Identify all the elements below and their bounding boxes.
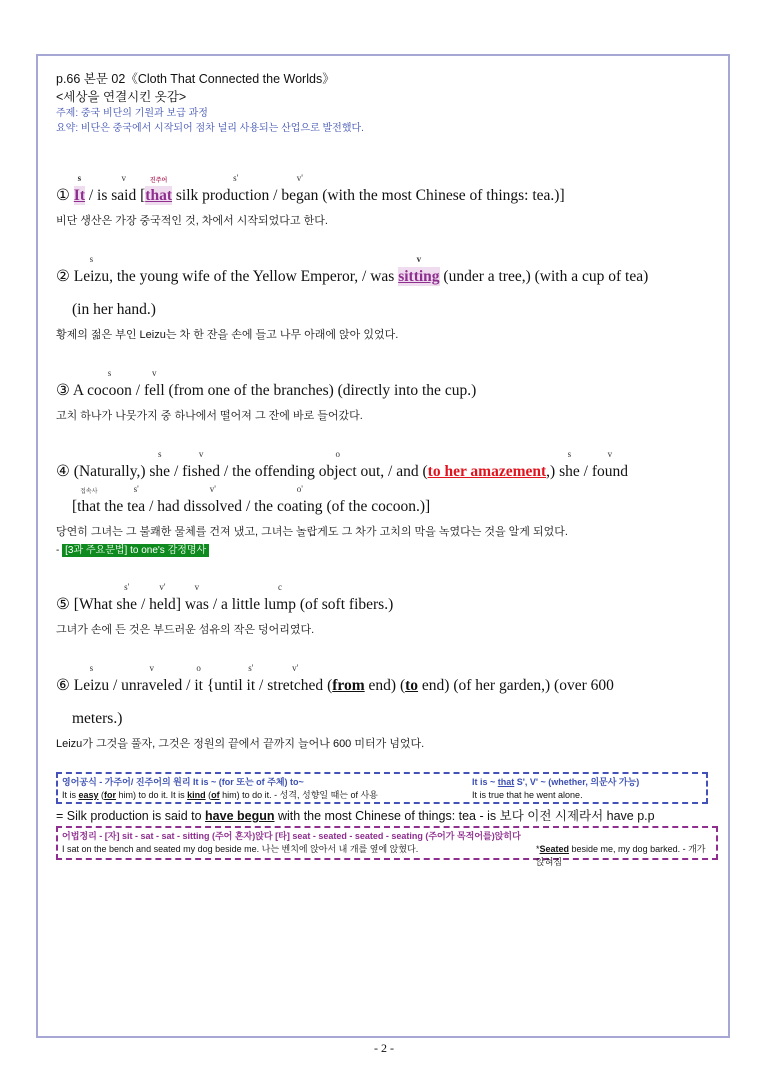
annotated-word: v unraveled: [121, 663, 183, 694]
sentence-2-korean: 황제의 젊은 부인 Leizu는 차 한 잔을 손에 들고 나무 아래에 앉아 있었다.: [56, 329, 399, 341]
grammar-note: - [3과 주요문법] to one's 감정명사: [56, 540, 718, 557]
grammar-box-title: 어법정리 - [자] sit - sat - sat - sitting (주어 혼자)앉다 [타] seat - seated - seated - seating (주어가 목적어를)앉히다: [62, 831, 521, 841]
grammar-role-mark: s: [89, 663, 94, 673]
formula-box-title-right: It is ~ that S', V' ~ (whether, 의문사 가능): [472, 777, 640, 787]
summary-line: 요약: 비단은 중국에서 시작되어 점차 널리 사용되는 산업으로 발전했다.: [56, 123, 364, 134]
grammar-role-mark: v: [121, 173, 126, 183]
sentence-2: [56, 254, 718, 343]
grammar-role-mark: o': [296, 484, 303, 494]
sentence-5: [56, 582, 718, 638]
grammar-role-mark: v': [209, 484, 216, 494]
annotated-word: o' coating: [276, 484, 323, 515]
lesson-title: p.66 본문 02《Cloth That Connected the Worlds》: [56, 72, 335, 86]
annotated-word: s Leizu: [73, 663, 110, 694]
grammar-role-mark: s': [233, 173, 239, 183]
annotated-word: v' stretched: [267, 663, 324, 694]
annotated-word: v' began: [281, 173, 319, 204]
grammar-role-mark: o: [196, 663, 201, 673]
grammar-role-mark: c: [278, 582, 283, 592]
grammar-role-mark: s: [77, 173, 82, 183]
grammar-role-mark: v: [149, 663, 154, 673]
sentence-4-line2: [ 접속사 that the s' tea / had v' dissolved / the o' coating (of the cocoon.)]: [72, 484, 431, 515]
grammar-role-mark: v: [416, 254, 422, 264]
annotated-word: 접속사 that: [77, 489, 101, 515]
grammar-role-mark: v': [296, 173, 303, 183]
grammar-role-mark: s: [89, 254, 94, 264]
lesson-subtitle: <세상을 연결시킨 옷감>: [56, 90, 187, 104]
grammar-role-mark: v: [194, 582, 200, 592]
grammar-role-mark: v: [198, 449, 204, 459]
annotated-word: o object: [318, 449, 357, 480]
annotated-word: s' it: [246, 663, 256, 694]
sentence-4-english: ④ (Naturally,) s she / v fished / the offending o object out, / and (to her amazement,) s she / v found: [56, 449, 628, 480]
sentence-2-english: ② s Leizu, the young wife of the Yellow Emperor, / was v sitting (under a tree,) (with a cup of tea): [56, 254, 649, 285]
grammar-role-mark: 진주어: [149, 178, 168, 184]
grammar-role-mark: v': [292, 663, 299, 673]
grammar-box-examples: I sat on the bench and seated my dog beside me. 나는 벤치에 앉아서 내 개를 옆에 앉혔다. *Seated beside me, my dog barked. - 개가 앉혀짐: [62, 844, 706, 867]
grammar-box: [56, 826, 718, 867]
annotated-word: s' she: [116, 582, 138, 613]
grammar-role-mark: o: [335, 449, 340, 459]
annotated-word: v said: [111, 173, 137, 204]
sentence-3-english: ③ A s cocoon / v fell (from one of the branches) (directly into the cup.): [56, 368, 477, 399]
emotion-phrase: to her amazement: [427, 463, 547, 480]
grammar-role-mark: v: [152, 368, 157, 378]
grammar-role-mark: s': [124, 582, 130, 592]
sentence-3-korean: 고치 하나가 나뭇가지 중 하나에서 떨어져 그 잔에 바로 들어갔다.: [56, 410, 363, 422]
annotated-word: v' dissolved: [183, 484, 243, 515]
page-number: - 2 -: [374, 1041, 394, 1055]
sentence-1: [56, 173, 718, 229]
sentence-4-korean: 당연히 그녀는 그 불쾌한 물체를 건져 냈고, 그녀는 놀랍게도 그 차가 고치의 막을 녹였다는 것을 알게 되었다.: [56, 526, 568, 538]
formula-box-examples: It is easy (for him) to do it. It is kind (of him) to do it. - 성격, 성향일 때는 of 사용 It is true that he went alone.: [62, 790, 583, 800]
formula-box-title: 영어공식 - 가주어/ 진주어의 원리 It is ~ (for 또는 of 주체) to~ It is ~ that S', V' ~ (whether, 의문사 가능): [62, 777, 640, 787]
theme-line: 주제: 중국 비단의 기원과 보급 과정: [56, 108, 208, 119]
annotated-word: s' production: [202, 173, 270, 204]
sentence-6-korean: Leizu가 그것을 풀자, 그것은 정원의 끝에서 끝까지 늘어나 600 미터가 넘었다.: [56, 738, 425, 750]
annotated-word: c lump: [264, 582, 296, 613]
paraphrase-line: = Silk production is said to have begun with the most Chinese of things: tea - is 보다 이전 시제라서 have p.p: [56, 809, 655, 823]
real-subject-that: 진주어 that: [145, 178, 172, 204]
grammar-role-mark: v: [607, 449, 613, 459]
sentence-1-english: ① s It / is v said [ 진주어 that silk s' production / v' began (with the most Chinese of things: tea.)]: [56, 173, 565, 204]
grammar-role-mark: s': [133, 484, 139, 494]
sentence-5-korean: 그녀가 손에 든 것은 부드러운 섬유의 작은 덩어리였다.: [56, 624, 315, 636]
document-body: [56, 70, 718, 867]
annotated-word: v' held: [149, 582, 176, 613]
grammar-role-mark: s: [157, 449, 162, 459]
sentence-6: [56, 663, 718, 752]
annotated-word: s' tea: [127, 484, 146, 515]
grammar-role-mark: s': [248, 663, 254, 673]
annotated-word: s cocoon: [87, 368, 132, 399]
annotated-word: v was: [184, 582, 209, 613]
annotated-word: v fished: [182, 449, 221, 480]
sentence-5-english: ⑤ [What s' she / v' held] v was / a little c lump (of soft fibers.): [56, 582, 394, 613]
annotated-word: s Leizu: [73, 254, 110, 285]
grammar-role-mark: 접속사: [80, 489, 98, 495]
sentence-3: [56, 368, 718, 424]
formula-box: [56, 772, 708, 804]
annotated-word: v found: [591, 449, 628, 480]
grammar-role-mark: s: [567, 449, 572, 459]
annotated-word: s she: [559, 449, 580, 480]
sentence-1-korean: 비단 생산은 가장 중국적인 것, 차에서 시작되었다고 한다.: [56, 215, 328, 227]
sentence-2-line2: (in her hand.): [72, 301, 156, 318]
sentence-4: [56, 449, 718, 557]
verb-sitting: v sitting: [398, 254, 440, 285]
subject-it: s It: [73, 173, 85, 204]
sentence-6-english: ⑥ s Leizu / v unraveled / o it {until s' it / v' stretched (from end) (to end) (of her garden,) (over 600: [56, 663, 614, 694]
grammar-role-mark: s: [107, 368, 112, 378]
grammar-role-mark: v': [159, 582, 166, 592]
annotated-word: s she: [149, 449, 171, 480]
sentence-6-line2: meters.): [72, 710, 123, 727]
annotated-word: v fell: [143, 368, 165, 399]
grammar-tag: [3과 주요문법] to one's 감정명사: [62, 544, 209, 557]
annotated-word: o it: [194, 663, 203, 694]
